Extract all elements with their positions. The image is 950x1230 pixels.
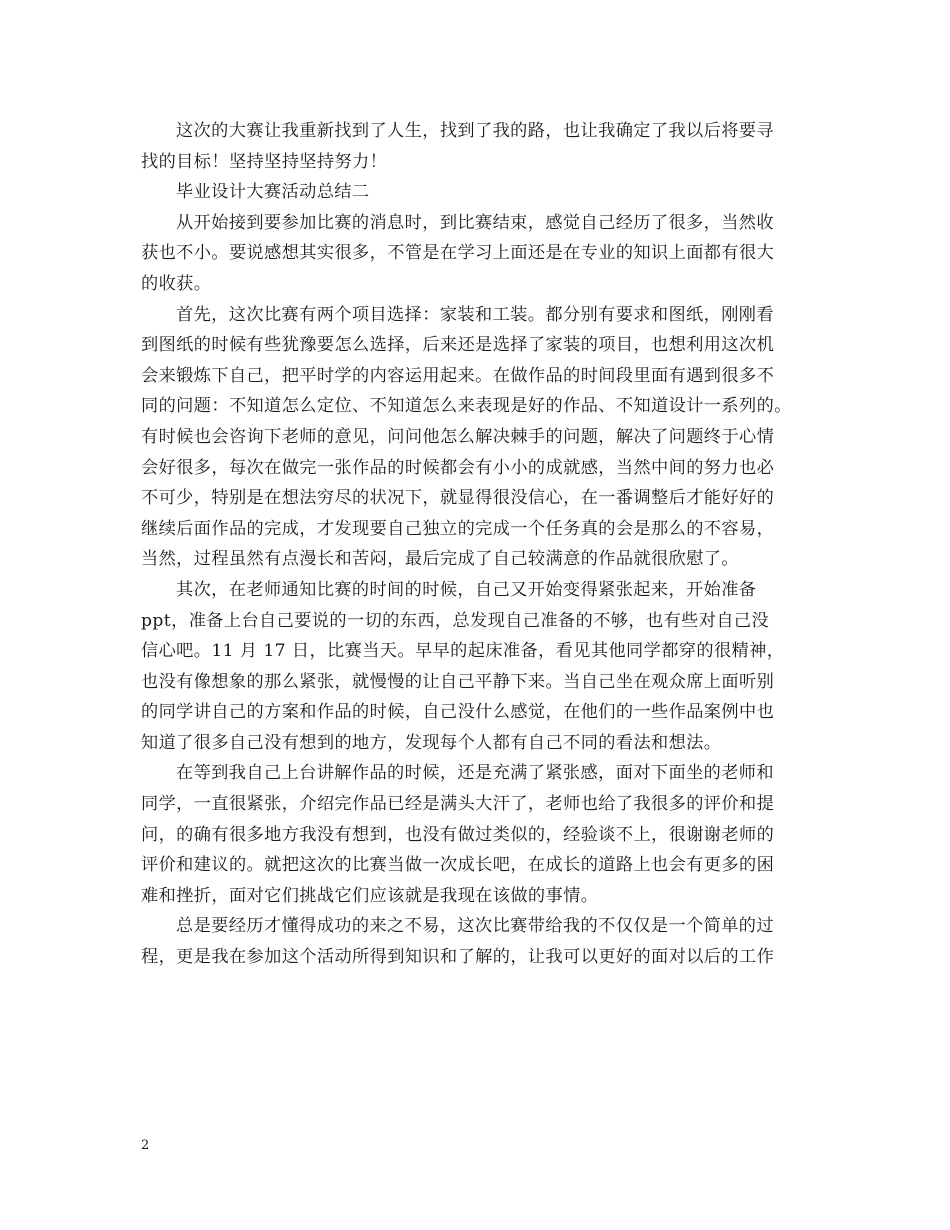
page-number: 2 <box>141 1138 150 1153</box>
body-text <box>141 116 829 973</box>
text-line: 从开始接到要参加比赛的消息时，到比赛结束，感觉自己经历了很多，当然收 <box>176 212 774 233</box>
text-line: 其次，在老师通知比赛的时间的时候，自己又开始变得紧张起来，开始准备 <box>176 579 757 600</box>
text-line: 首先，这次比赛有两个项目选择：家装和工装。都分别有要求和图纸，刚刚看 <box>176 304 774 325</box>
text-line: 同学，一直很紧张，介绍完作品已经是满头大汗了，老师也给了我很多的评价和提 <box>141 794 775 815</box>
text-line: 当然，过程虽然有点漫长和苦闷，最后完成了自己较满意的作品就很欣慰了。 <box>141 549 739 570</box>
text-line: ppt，准备上台自己要说的一切的东西，总发现自己准备的不够，也有些对自己没 <box>141 610 770 631</box>
text-line: 信心吧。11 月 17 日，比赛当天。早早的起床准备，看见其他同学都穿的很精神， <box>141 641 785 662</box>
text-line: 这次的大赛让我重新找到了人生，找到了我的路，也让我确定了我以后将要寻 <box>176 121 774 141</box>
text-line: 的同学讲自己的方案和作品的时候，自己没什么感觉，在他们的一些作品案例中也 <box>141 702 775 723</box>
text-line: 程，更是我在参加这个活动所得到知识和了解的，让我可以更好的面对以后的工作 <box>141 947 775 968</box>
text-line: 知道了很多自己没有想到的地方，发现每个人都有自己不同的看法和想法。 <box>141 732 722 753</box>
text-line: 总是要经历才懂得成功的来之不易，这次比赛带给我的不仅仅是一个简单的过 <box>176 916 774 937</box>
text-line: 评价和建议的。就把这次的比赛当做一次成长吧，在成长的道路上也会有更多的困 <box>141 855 775 876</box>
text-line: 也没有像想象的那么紧张，就慢慢的让自己平静下来。当自己坐在观众席上面听别 <box>141 671 775 692</box>
text-line: 继续后面作品的完成，才发现要自己独立的完成一个任务真的会是那么的不容易， <box>141 518 775 539</box>
text-line: 有时候也会咨询下老师的意见，问问他怎么解决棘手的问题，解决了问题终于心情 <box>141 426 775 447</box>
text-line: 的收获。 <box>141 273 212 294</box>
text-line: 问，的确有很多地方我没有想到，也没有做过类似的，经验谈不上，很谢谢老师的 <box>141 824 775 845</box>
text-line: 会来锻炼下自己，把平时学的内容运用起来。在做作品的时间段里面有遇到很多不 <box>141 365 775 386</box>
text-line: 毕业设计大赛活动总结二 <box>176 182 370 203</box>
text-line: 到图纸的时候有些犹豫要怎么选择，后来还是选择了家装的项目，也想利用这次机 <box>141 335 775 356</box>
text-line: 难和挫折，面对它们挑战它们应该就是我现在该做的事情。 <box>141 885 599 906</box>
text-line: 不可少，特别是在想法穷尽的状况下，就显得很没信心，在一番调整后才能好好的 <box>141 488 775 509</box>
text-line: 同的问题：不知道怎么定位、不知道怎么来表现是好的作品、不知道设计一系列的。 <box>141 396 792 417</box>
text-line: 在等到我自己上台讲解作品的时候，还是充满了紧张感，面对下面坐的老师和 <box>176 763 774 784</box>
text-line: 找的目标！坚持坚持坚持努力！ <box>141 151 388 172</box>
text-line: 获也不小。要说感想其实很多，不管是在学习上面还是在专业的知识上面都有很大 <box>141 243 775 264</box>
text-line: 会好很多，每次在做完一张作品的时候都会有小小的成就感，当然中间的努力也必 <box>141 457 775 478</box>
